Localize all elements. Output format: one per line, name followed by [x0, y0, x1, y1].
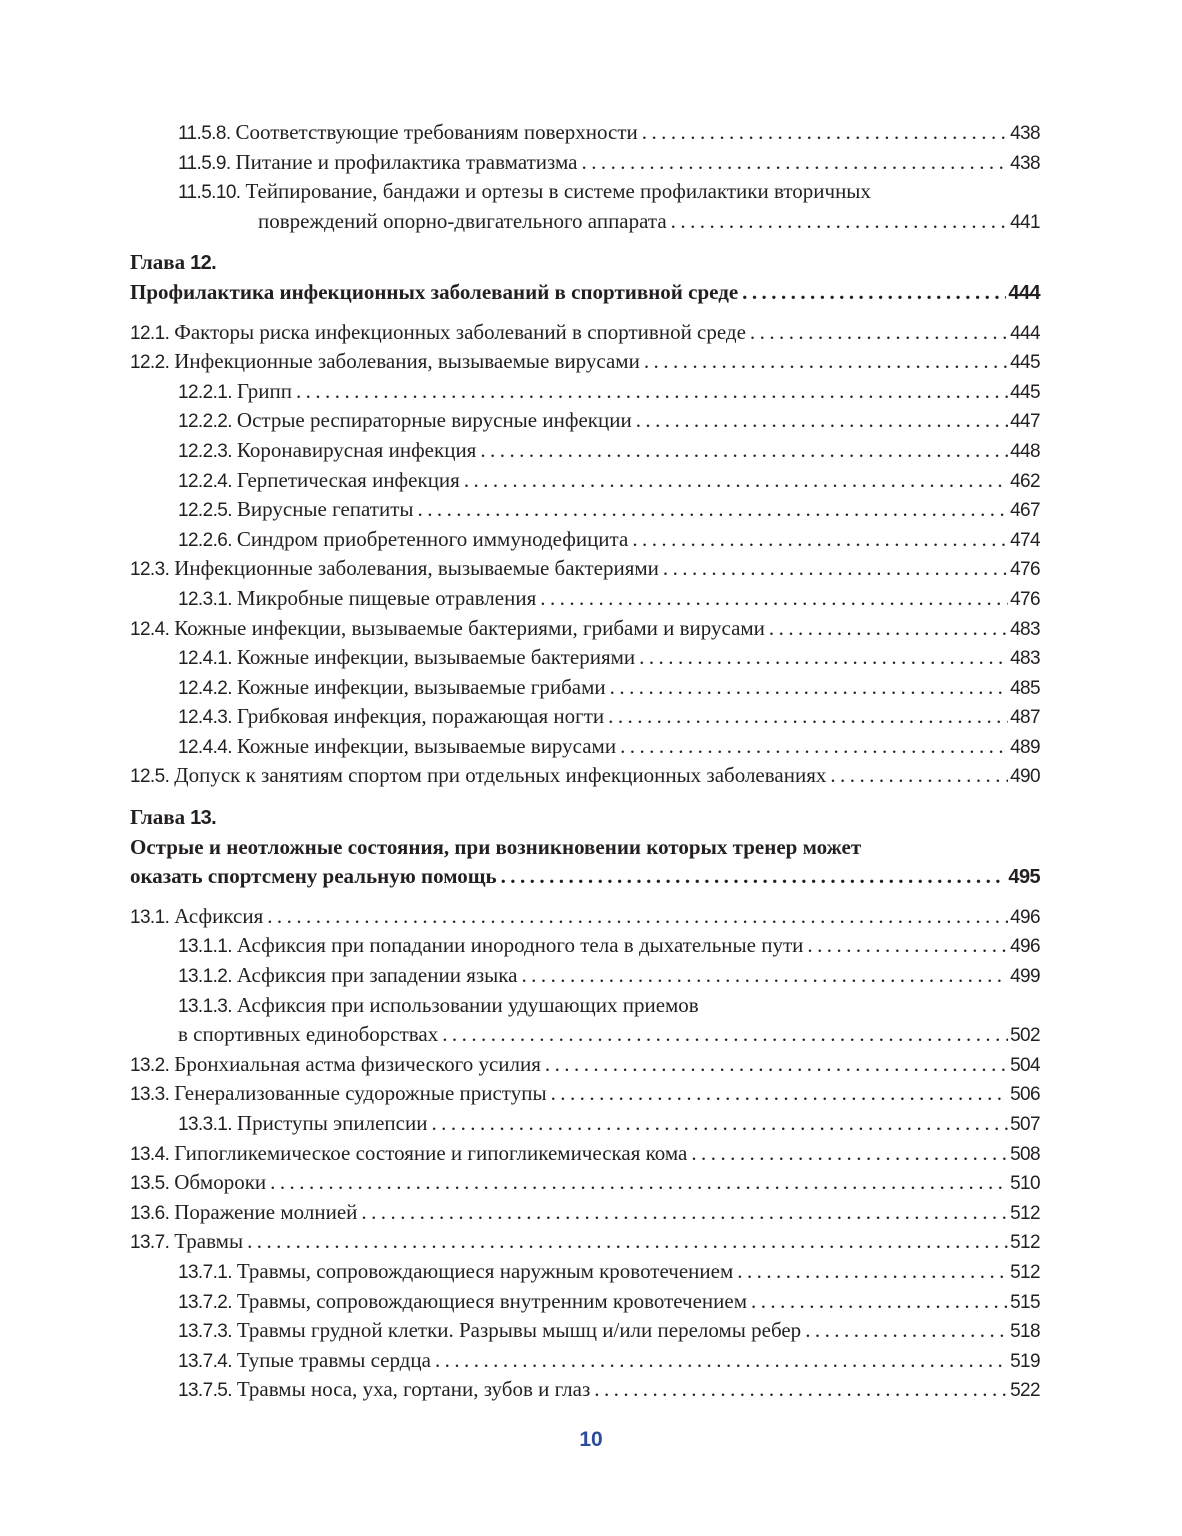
toc-entry[interactable]: [130, 377, 1040, 407]
section-title: Грибковая инфекция, поражающая ногти: [236, 704, 605, 729]
section-title: Синдром приобретенного иммунодефицита: [236, 526, 629, 551]
page-ref: 519: [1010, 1350, 1040, 1372]
section-number: 13.1.1.: [178, 936, 232, 958]
chapter-number: 13.: [190, 807, 217, 830]
section-number: 12.5.: [130, 766, 170, 788]
toc-entry[interactable]: [130, 1287, 1040, 1317]
section-title: Коронавирусная инфекция: [236, 437, 477, 462]
page-ref: 447: [1010, 411, 1040, 433]
section-title: Обмороки: [174, 1170, 267, 1195]
page-ref: 445: [1010, 381, 1040, 403]
dot-leader: [737, 1257, 1008, 1287]
page-ref: 438: [1010, 123, 1040, 144]
dot-leader: [270, 1168, 1008, 1198]
section-title: Травмы: [174, 1229, 244, 1254]
dot-leader: [431, 1109, 1008, 1139]
section-title: Соответствующие требованиям поверхности: [235, 120, 638, 144]
section-number: 12.3.1.: [178, 588, 232, 610]
page-ref: 506: [1010, 1084, 1040, 1106]
section-number: 13.1.3.: [178, 995, 232, 1017]
section-number: 12.2.: [130, 352, 170, 374]
toc-entry[interactable]: [130, 525, 1040, 555]
section-number: 13.3.1.: [178, 1114, 232, 1135]
dot-leader: [620, 732, 1008, 762]
section-title: Бронхиальная астма физического усилия: [174, 1051, 541, 1076]
toc-entry[interactable]: [130, 902, 1040, 932]
toc-entry[interactable]: [130, 207, 1040, 237]
page-ref: 495: [1008, 866, 1040, 889]
section-title: Приступы эпилепсии: [236, 1111, 428, 1135]
section-title: Тупые травмы сердца: [236, 1347, 431, 1372]
toc-entry[interactable]: [130, 931, 1040, 961]
page-ref: 483: [1010, 648, 1040, 670]
dot-leader: [632, 525, 1008, 555]
toc-entry[interactable]: [130, 406, 1040, 436]
dot-leader: [418, 495, 1009, 525]
page-ref: 476: [1010, 588, 1040, 610]
chapter-title-text: Профилактика инфекционных заболеваний в спортивной среде: [130, 279, 739, 304]
toc-entry[interactable]: [130, 1079, 1040, 1109]
dot-leader: [805, 1316, 1008, 1346]
toc-entry[interactable]: [130, 148, 1040, 178]
chapter-title-text: оказать спортсмену реальную помощь: [130, 864, 497, 889]
table-of-contents: [130, 118, 1040, 1405]
section-number: 11.5.10.: [178, 182, 241, 204]
section-title: Асфиксия при западении языка: [236, 963, 518, 988]
section-title: Асфиксия при попадании инородного тела в дыхательные пути: [236, 933, 804, 958]
section-number: 13.7.: [130, 1232, 170, 1254]
toc-entry[interactable]: [130, 961, 1040, 991]
section-title: Вирусные гепатиты: [236, 497, 414, 522]
chapter-title-text: Острые и неотложные состояния, при возникновении которых тренер может: [130, 834, 862, 859]
page-ref: 487: [1010, 707, 1040, 729]
dot-leader: [750, 318, 1008, 348]
dot-leader: [501, 862, 1007, 892]
section-number: 13.7.4.: [178, 1350, 232, 1372]
dot-leader: [639, 643, 1008, 673]
section-title: Травмы грудной клетки. Разрывы мышц и/или переломы ребер: [236, 1318, 802, 1343]
dot-leader: [247, 1227, 1008, 1257]
section-number: 12.4.2.: [178, 677, 232, 699]
section-title: повреждений опорно-двигательного аппарата: [258, 208, 667, 233]
section-number: 13.2.: [130, 1054, 170, 1076]
section-number: 12.2.6.: [178, 529, 232, 551]
section-title: Микробные пищевые отравления: [236, 585, 537, 610]
section-title: Грипп: [236, 378, 292, 403]
page-ref: 489: [1010, 736, 1040, 758]
page-ref: 518: [1010, 1321, 1040, 1343]
section-title: Тейпирование, бандажи и ортезы в системе профилактики вторичных: [245, 179, 871, 204]
section-title: Кожные инфекции, вызываемые бактериями: [236, 645, 636, 670]
toc-entry[interactable]: [130, 614, 1040, 644]
section-title: Асфиксия: [174, 903, 264, 928]
section-title: Травмы носа, уха, гортани, зубов и глаз: [236, 1377, 591, 1402]
chapter-title[interactable]: [130, 862, 1040, 892]
dot-leader: [442, 1020, 1008, 1050]
toc-entry[interactable]: [130, 495, 1040, 525]
section-title: Факторы риска инфекционных заболеваний в спортивной среде: [174, 319, 746, 344]
dot-leader: [608, 702, 1008, 732]
toc-entry[interactable]: [130, 732, 1040, 762]
section-title: Острые респираторные вирусные инфекции: [236, 408, 632, 433]
toc-entry[interactable]: [130, 554, 1040, 584]
toc-entry[interactable]: [130, 347, 1040, 377]
page-ref: 444: [1008, 281, 1040, 304]
page-ref: 448: [1010, 440, 1040, 462]
toc-entry[interactable]: [130, 1257, 1040, 1287]
page-ref: 438: [1010, 152, 1040, 174]
dot-leader: [642, 118, 1008, 148]
section-title: Инфекционные заболевания, вызываемые бактериями: [174, 556, 659, 581]
chapter-word: Глава: [130, 250, 186, 275]
dot-leader: [435, 1346, 1008, 1376]
page-ref: 441: [1010, 211, 1040, 233]
dot-leader: [742, 278, 1006, 308]
section-number: 12.2.3.: [178, 440, 232, 462]
section-number: 13.7.3.: [178, 1321, 232, 1343]
page-ref: 508: [1010, 1143, 1040, 1165]
dot-leader: [296, 377, 1008, 407]
page-ref: 467: [1010, 500, 1040, 522]
section-title: Кожные инфекции, вызываемые бактериями, грибами и вирусами: [174, 615, 765, 640]
toc-entry[interactable]: [130, 318, 1040, 348]
dot-leader: [751, 1287, 1008, 1317]
toc-entry[interactable]: [130, 1139, 1040, 1169]
toc-entry[interactable]: [130, 1227, 1040, 1257]
page-ref: 496: [1010, 936, 1040, 958]
page-ref: 485: [1010, 677, 1040, 699]
section-number: 12.4.: [130, 618, 170, 640]
section-number: 12.2.1.: [178, 381, 232, 403]
chapter-label: [130, 248, 1040, 278]
section-title: Кожные инфекции, вызываемые вирусами: [236, 733, 617, 758]
toc-entry[interactable]: [130, 584, 1040, 614]
dot-leader: [540, 584, 1008, 614]
section-number: 13.1.2.: [178, 966, 232, 988]
chapter-title[interactable]: [130, 278, 1040, 308]
toc-entry[interactable]: [130, 466, 1040, 496]
dot-leader: [267, 902, 1008, 932]
section-number: 12.2.2.: [178, 411, 232, 433]
section-title: Травмы, сопровождающиеся наружным кровотечением: [236, 1258, 734, 1283]
section-number: 13.7.2.: [178, 1291, 232, 1313]
dot-leader: [769, 614, 1008, 644]
dot-leader: [480, 436, 1008, 466]
dot-leader: [830, 761, 1008, 791]
section-number: 13.3.: [130, 1084, 170, 1106]
page-ref: 502: [1010, 1025, 1040, 1047]
chapter-number: 12.: [190, 252, 217, 275]
section-number: 12.2.4.: [178, 470, 232, 492]
dot-leader: [521, 961, 1008, 991]
section-title: Гипогликемическое состояние и гипогликемическая кома: [174, 1140, 688, 1165]
chapter-label: [130, 803, 1040, 833]
toc-entry[interactable]: [130, 1198, 1040, 1228]
section-number: 13.6.: [130, 1202, 170, 1224]
toc-entry[interactable]: [130, 1316, 1040, 1346]
page-ref: 476: [1010, 559, 1040, 581]
dot-leader: [582, 148, 1009, 178]
page-ref: 496: [1010, 906, 1040, 928]
section-number: 13.7.5.: [178, 1380, 232, 1402]
page-ref: 445: [1010, 352, 1040, 374]
section-title: Травмы, сопровождающиеся внутренним кровотечением: [236, 1288, 748, 1313]
toc-entry[interactable]: [130, 643, 1040, 673]
section-number: 12.2.5.: [178, 500, 232, 522]
section-number: 13.5.: [130, 1173, 170, 1195]
section-title: Допуск к занятиям спортом при отдельных инфекционных заболеваниях: [174, 763, 827, 788]
toc-entry[interactable]: [130, 436, 1040, 466]
section-title: Инфекционные заболевания, вызываемые вирусами: [174, 349, 640, 374]
dot-leader: [636, 406, 1008, 436]
page-ref: 499: [1010, 966, 1040, 988]
toc-entry[interactable]: [130, 1050, 1040, 1080]
dot-leader: [551, 1079, 1009, 1109]
toc-entry[interactable]: [130, 177, 1040, 207]
page-ref: 507: [1010, 1114, 1040, 1135]
dot-leader: [691, 1139, 1008, 1169]
section-title: Генерализованные судорожные приступы: [174, 1081, 547, 1106]
dot-leader: [807, 931, 1008, 961]
dot-leader: [594, 1375, 1008, 1405]
section-title: Асфиксия при использовании удушающих приемов: [236, 992, 699, 1017]
section-title: Поражение молнией: [174, 1199, 358, 1224]
dot-leader: [545, 1050, 1008, 1080]
page-ref: 512: [1010, 1261, 1040, 1283]
dot-leader: [644, 347, 1008, 377]
section-number: 12.1.: [130, 322, 170, 344]
page-ref: 522: [1010, 1380, 1040, 1402]
section-number: 11.5.8.: [178, 123, 231, 144]
page-ref: 490: [1010, 766, 1040, 788]
section-number: 12.4.1.: [178, 648, 232, 670]
dot-leader: [361, 1198, 1008, 1228]
chapter-word: Глава: [130, 805, 186, 830]
page-ref: 515: [1010, 1291, 1040, 1313]
dot-leader: [671, 207, 1008, 237]
section-number: 12.4.3.: [178, 707, 232, 729]
section-number: 12.4.4.: [178, 736, 232, 758]
section-title: Кожные инфекции, вызываемые грибами: [236, 674, 606, 699]
page-ref: 512: [1010, 1202, 1040, 1224]
toc-entry[interactable]: [130, 118, 1040, 148]
toc-entry[interactable]: [130, 1346, 1040, 1376]
dot-leader: [610, 673, 1008, 703]
dot-leader: [663, 554, 1008, 584]
section-number: 13.7.1.: [178, 1261, 232, 1283]
toc-entry[interactable]: [130, 1168, 1040, 1198]
page-number: 10: [579, 1428, 603, 1451]
toc-entry[interactable]: [130, 673, 1040, 703]
dot-leader: [464, 466, 1008, 496]
toc-entry[interactable]: [130, 1020, 1040, 1050]
page-ref: 483: [1010, 618, 1040, 640]
page-ref: 504: [1010, 1054, 1040, 1076]
section-title: в спортивных единоборствах: [178, 1022, 439, 1047]
section-number: 12.3.: [130, 559, 170, 581]
toc-entry[interactable]: [130, 702, 1040, 732]
page-ref: 512: [1010, 1232, 1040, 1254]
page-ref: 474: [1010, 529, 1040, 551]
section-title: Герпетическая инфекция: [236, 467, 460, 492]
section-number: 13.1.: [130, 906, 170, 928]
toc-entry[interactable]: [130, 1375, 1040, 1405]
page-ref: 444: [1010, 322, 1040, 344]
chapter-title[interactable]: [130, 833, 1040, 863]
section-number: 11.5.9.: [178, 152, 231, 174]
section-title: Питание и профилактика травматизма: [235, 149, 578, 174]
page-ref: 510: [1010, 1173, 1040, 1195]
toc-entry[interactable]: [130, 1109, 1040, 1139]
toc-entry[interactable]: [130, 991, 1040, 1021]
section-number: 13.4.: [130, 1143, 170, 1165]
toc-entry[interactable]: [130, 761, 1040, 791]
page-ref: 462: [1010, 470, 1040, 492]
